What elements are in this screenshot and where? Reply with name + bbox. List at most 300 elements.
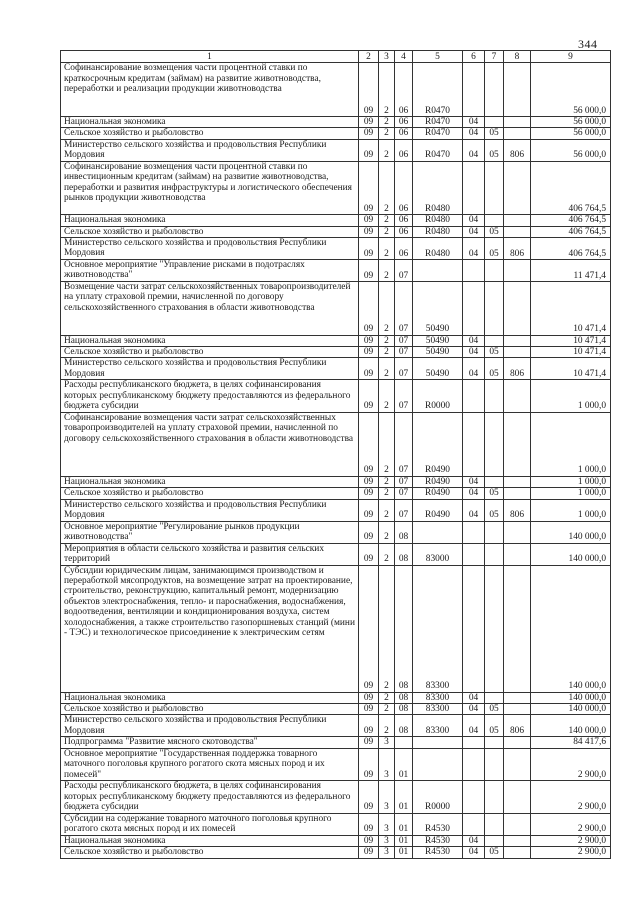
row-amount: 56 000,0	[531, 116, 611, 127]
code-col5: R0470	[413, 116, 463, 127]
code-col2: 09	[359, 476, 379, 487]
code-col6: 04	[463, 692, 485, 703]
code-col2: 09	[359, 543, 379, 565]
code-col4: 07	[395, 346, 413, 357]
row-amount: 10 471,4	[531, 346, 611, 357]
row-amount: 1 000,0	[531, 412, 611, 476]
row-amount: 1 000,0	[531, 488, 611, 499]
code-col5: 50490	[413, 358, 463, 380]
row-amount: 1 000,0	[531, 476, 611, 487]
row-name: Софинансирование возмещения части процентной ставки по инвестиционным кредитам (займам) на развитие животноводства, переработки и развития инфраструктуры и логистического обеспечения рынков продукции животноводства	[61, 161, 359, 215]
row-name: Национальная экономика	[61, 476, 359, 487]
code-col5: 50490	[413, 335, 463, 346]
code-col6	[463, 748, 485, 781]
code-col2: 09	[359, 238, 379, 260]
row-name: Сельское хозяйство и рыболовство	[61, 704, 359, 715]
code-col5: 50490	[413, 346, 463, 357]
code-col6	[463, 161, 485, 215]
code-col3: 2	[379, 282, 395, 336]
code-col2: 09	[359, 737, 379, 748]
code-col3: 2	[379, 715, 395, 737]
code-col2: 09	[359, 260, 379, 282]
row-name: Субсидии юридическим лицам, занимающимся производством и переработкой мясопродуктов, на возмещение затрат на проектирование, строительство, реконструкцию, капитальный ремонт, модернизацию объектов электроснабжения, тепло- и пароснабжения, водоснабжения, водоотведения, вентиляции и кондиционирования воздуха, систем холодоснабжения, а также строительство газопоршневых станций (мини - ТЭС) и технологическое присоединение к электрическим сетям	[61, 565, 359, 692]
row-name: Сельское хозяйство и рыболовство	[61, 488, 359, 499]
code-col5: R0000	[413, 380, 463, 413]
code-col3: 2	[379, 358, 395, 380]
code-col7	[485, 282, 504, 336]
code-col6: 04	[463, 226, 485, 237]
code-col2: 09	[359, 692, 379, 703]
row-name: Расходы республиканского бюджета, в целях софинансирования которых республиканскому бюджету предоставляются из федерального бюджета субсидии	[61, 781, 359, 814]
code-col6: 04	[463, 715, 485, 737]
code-col2: 09	[359, 282, 379, 336]
code-col8: 806	[504, 358, 531, 380]
code-col3: 2	[379, 704, 395, 715]
code-col6	[463, 260, 485, 282]
code-col6: 04	[463, 358, 485, 380]
code-col6: 04	[463, 215, 485, 226]
code-col8	[504, 346, 531, 357]
code-col5: R0480	[413, 238, 463, 260]
table-row	[61, 260, 611, 282]
code-col5: R0480	[413, 215, 463, 226]
table-row	[61, 692, 611, 703]
row-name: Подпрограмма "Развитие мясного скотоводства"	[61, 737, 359, 748]
row-name: Мероприятия в области сельского хозяйства и развития сельских территорий	[61, 543, 359, 565]
code-col4: 06	[395, 139, 413, 161]
row-name: Софинансирование возмещения части процентной ставки по краткосрочным кредитам (займам) на развитие животноводства, переработки и реализации продукции животноводства	[61, 63, 359, 117]
code-col3: 2	[379, 128, 395, 139]
budget-table	[60, 50, 611, 859]
code-col4: 08	[395, 692, 413, 703]
code-col6	[463, 521, 485, 543]
code-col3: 2	[379, 543, 395, 565]
code-col3: 3	[379, 835, 395, 846]
row-name: Сельское хозяйство и рыболовство	[61, 346, 359, 357]
code-col4: 07	[395, 499, 413, 521]
row-name: Субсидии на содержание товарного маточного поголовья крупного рогатого скота мясных пород и их помесей	[61, 813, 359, 835]
row-amount: 406 764,5	[531, 238, 611, 260]
code-col6: 04	[463, 139, 485, 161]
code-col5: 83300	[413, 715, 463, 737]
row-name: Национальная экономика	[61, 335, 359, 346]
row-name: Министерство сельского хозяйства и продовольствия Республики Мордовия	[61, 358, 359, 380]
table-row	[61, 521, 611, 543]
code-col5: R0470	[413, 128, 463, 139]
table-row	[61, 781, 611, 814]
code-col3: 2	[379, 380, 395, 413]
code-col6: 04	[463, 499, 485, 521]
code-col2: 09	[359, 835, 379, 846]
code-col6	[463, 282, 485, 336]
table-row	[61, 499, 611, 521]
code-col4: 08	[395, 704, 413, 715]
code-col7	[485, 412, 504, 476]
code-col5: 83300	[413, 565, 463, 692]
code-col6: 04	[463, 335, 485, 346]
code-col6	[463, 813, 485, 835]
table-row	[61, 358, 611, 380]
code-col3: 3	[379, 847, 395, 858]
table-row	[61, 847, 611, 858]
column-header: 5	[413, 51, 463, 63]
code-col7: 05	[485, 499, 504, 521]
row-amount: 406 764,5	[531, 215, 611, 226]
code-col7	[485, 543, 504, 565]
row-amount: 10 471,4	[531, 282, 611, 336]
row-name: Министерство сельского хозяйства и продовольствия Республики Мордовия	[61, 238, 359, 260]
row-amount: 140 000,0	[531, 704, 611, 715]
row-amount: 140 000,0	[531, 715, 611, 737]
code-col3: 2	[379, 335, 395, 346]
code-col8	[504, 543, 531, 565]
code-col8	[504, 565, 531, 692]
code-col6	[463, 781, 485, 814]
table-row	[61, 335, 611, 346]
code-col5: R0490	[413, 499, 463, 521]
code-col6: 04	[463, 346, 485, 357]
code-col8	[504, 282, 531, 336]
code-col4: 06	[395, 63, 413, 117]
code-col2: 09	[359, 521, 379, 543]
table-row	[61, 161, 611, 215]
code-col8	[504, 226, 531, 237]
code-col4	[395, 737, 413, 748]
code-col4: 07	[395, 476, 413, 487]
row-amount: 2 900,0	[531, 847, 611, 858]
row-amount: 140 000,0	[531, 543, 611, 565]
table-row	[61, 282, 611, 336]
code-col7	[485, 565, 504, 692]
row-name: Министерство сельского хозяйства и продовольствия Республики Мордовия	[61, 499, 359, 521]
code-col4: 06	[395, 215, 413, 226]
code-col2: 09	[359, 715, 379, 737]
code-col6	[463, 543, 485, 565]
code-col2: 09	[359, 781, 379, 814]
code-col7	[485, 335, 504, 346]
code-col4: 07	[395, 260, 413, 282]
code-col6: 04	[463, 128, 485, 139]
code-col5	[413, 521, 463, 543]
code-col3: 2	[379, 215, 395, 226]
code-col6: 04	[463, 847, 485, 858]
code-col7	[485, 813, 504, 835]
code-col8	[504, 63, 531, 117]
code-col8: 806	[504, 139, 531, 161]
row-name: Основное мероприятие "Регулирование рынков продукции животноводства"	[61, 521, 359, 543]
table-row	[61, 128, 611, 139]
row-name: Национальная экономика	[61, 835, 359, 846]
code-col3: 2	[379, 346, 395, 357]
row-amount: 56 000,0	[531, 139, 611, 161]
code-col7	[485, 476, 504, 487]
code-col4: 01	[395, 748, 413, 781]
code-col6: 04	[463, 238, 485, 260]
code-col8	[504, 380, 531, 413]
code-col4: 07	[395, 358, 413, 380]
table-row	[61, 835, 611, 846]
code-col7: 05	[485, 139, 504, 161]
row-amount: 406 764,5	[531, 161, 611, 215]
code-col3: 2	[379, 412, 395, 476]
row-amount: 1 000,0	[531, 380, 611, 413]
row-name: Национальная экономика	[61, 116, 359, 127]
code-col3: 3	[379, 781, 395, 814]
code-col8	[504, 748, 531, 781]
code-col8: 806	[504, 715, 531, 737]
code-col4: 07	[395, 380, 413, 413]
code-col2: 09	[359, 358, 379, 380]
code-col2: 09	[359, 116, 379, 127]
code-col3: 2	[379, 63, 395, 117]
code-col4: 07	[395, 488, 413, 499]
code-col5	[413, 748, 463, 781]
code-col2: 09	[359, 139, 379, 161]
row-name: Софинансирование возмещения части затрат сельскохозяйственных товаропроизводителей на уплату страховой премии, начисленной по договору сельскохозяйственного страхования в области животноводства	[61, 412, 359, 476]
code-col4: 07	[395, 282, 413, 336]
code-col5: 83300	[413, 692, 463, 703]
code-col2: 09	[359, 499, 379, 521]
code-col4: 06	[395, 238, 413, 260]
code-col8	[504, 847, 531, 858]
row-name: Основное мероприятие "Управление рисками в подотраслях животноводства"	[61, 260, 359, 282]
code-col2: 09	[359, 161, 379, 215]
code-col7	[485, 380, 504, 413]
code-col8	[504, 412, 531, 476]
code-col2: 09	[359, 488, 379, 499]
code-col8	[504, 260, 531, 282]
table-row	[61, 412, 611, 476]
code-col3: 3	[379, 748, 395, 781]
row-amount: 84 417,6	[531, 737, 611, 748]
code-col6	[463, 63, 485, 117]
table-row	[61, 215, 611, 226]
code-col6	[463, 380, 485, 413]
code-col3: 2	[379, 161, 395, 215]
row-amount: 2 900,0	[531, 835, 611, 846]
code-col7	[485, 63, 504, 117]
code-col8	[504, 835, 531, 846]
code-col7	[485, 692, 504, 703]
code-col3: 2	[379, 139, 395, 161]
row-amount: 140 000,0	[531, 565, 611, 692]
code-col7	[485, 161, 504, 215]
row-amount: 406 764,5	[531, 226, 611, 237]
code-col7: 05	[485, 128, 504, 139]
code-col7: 05	[485, 346, 504, 357]
table-row	[61, 565, 611, 692]
column-header: 2	[359, 51, 379, 63]
code-col7: 05	[485, 704, 504, 715]
code-col3: 2	[379, 476, 395, 487]
code-col5: R0490	[413, 412, 463, 476]
table-row	[61, 116, 611, 127]
table-row	[61, 139, 611, 161]
code-col6	[463, 412, 485, 476]
code-col3: 2	[379, 521, 395, 543]
code-col7	[485, 835, 504, 846]
row-amount: 56 000,0	[531, 63, 611, 117]
code-col8	[504, 335, 531, 346]
row-name: Основное мероприятие "Государственная поддержка товарного маточного поголовья крупного рогатого скота мясных пород и их помесей"	[61, 748, 359, 781]
code-col4: 06	[395, 128, 413, 139]
code-col7: 05	[485, 226, 504, 237]
code-col3: 2	[379, 565, 395, 692]
code-col2: 09	[359, 215, 379, 226]
code-col5: R4530	[413, 847, 463, 858]
code-col8	[504, 737, 531, 748]
table-row	[61, 346, 611, 357]
row-amount: 2 900,0	[531, 813, 611, 835]
code-col2: 09	[359, 748, 379, 781]
code-col4: 08	[395, 715, 413, 737]
code-col3: 2	[379, 260, 395, 282]
code-col7	[485, 737, 504, 748]
code-col4: 01	[395, 847, 413, 858]
code-col6	[463, 737, 485, 748]
code-col2: 09	[359, 565, 379, 692]
code-col8	[504, 488, 531, 499]
code-col2: 09	[359, 226, 379, 237]
row-amount: 11 471,4	[531, 260, 611, 282]
code-col4: 01	[395, 781, 413, 814]
row-amount: 10 471,4	[531, 335, 611, 346]
table-row	[61, 715, 611, 737]
code-col5	[413, 260, 463, 282]
code-col8	[504, 116, 531, 127]
code-col4: 06	[395, 226, 413, 237]
row-name: Министерство сельского хозяйства и продовольствия Республики Мордовия	[61, 715, 359, 737]
page-number: 344	[578, 37, 598, 51]
row-amount: 140 000,0	[531, 521, 611, 543]
code-col2: 09	[359, 335, 379, 346]
table-row	[61, 476, 611, 487]
code-col6: 04	[463, 835, 485, 846]
code-col7	[485, 215, 504, 226]
row-name: Расходы республиканского бюджета, в целях софинансирования которых республиканскому бюджету предоставляются из федерального бюджета субсидии	[61, 380, 359, 413]
code-col7: 05	[485, 715, 504, 737]
code-col5: R0000	[413, 781, 463, 814]
row-name: Национальная экономика	[61, 692, 359, 703]
code-col7	[485, 748, 504, 781]
code-col6	[463, 565, 485, 692]
row-amount: 56 000,0	[531, 128, 611, 139]
row-amount: 140 000,0	[531, 692, 611, 703]
code-col8: 806	[504, 238, 531, 260]
row-name: Возмещение части затрат сельскохозяйственных товаропроизводителей на уплату страховой премии, начисленной по договору сельскохозяйственного страхования в области животноводства	[61, 282, 359, 336]
row-name: Министерство сельского хозяйства и продовольствия Республики Мордовия	[61, 139, 359, 161]
table-row	[61, 813, 611, 835]
code-col6: 04	[463, 476, 485, 487]
code-col3: 2	[379, 116, 395, 127]
row-name: Национальная экономика	[61, 215, 359, 226]
code-col4: 07	[395, 412, 413, 476]
column-header: 1	[61, 51, 359, 63]
code-col7: 05	[485, 358, 504, 380]
code-col8: 806	[504, 499, 531, 521]
table-row	[61, 226, 611, 237]
row-amount: 1 000,0	[531, 499, 611, 521]
code-col2: 09	[359, 847, 379, 858]
table-row	[61, 704, 611, 715]
code-col8	[504, 692, 531, 703]
code-col5: R0490	[413, 488, 463, 499]
row-name: Сельское хозяйство и рыболовство	[61, 226, 359, 237]
code-col4: 06	[395, 161, 413, 215]
code-col4: 06	[395, 116, 413, 127]
code-col4: 01	[395, 813, 413, 835]
code-col5	[413, 737, 463, 748]
table-row	[61, 737, 611, 748]
code-col2: 09	[359, 704, 379, 715]
code-col5: R0490	[413, 476, 463, 487]
code-col8	[504, 704, 531, 715]
code-col4: 07	[395, 335, 413, 346]
code-col5: R4530	[413, 813, 463, 835]
code-col5: 83000	[413, 543, 463, 565]
table-row	[61, 748, 611, 781]
code-col8	[504, 128, 531, 139]
code-col8	[504, 161, 531, 215]
code-col3: 2	[379, 238, 395, 260]
code-col7: 05	[485, 238, 504, 260]
code-col5: 50490	[413, 282, 463, 336]
code-col7	[485, 260, 504, 282]
table-row	[61, 488, 611, 499]
code-col3: 2	[379, 226, 395, 237]
code-col2: 09	[359, 346, 379, 357]
code-col4: 08	[395, 565, 413, 692]
code-col6: 04	[463, 704, 485, 715]
code-col8	[504, 813, 531, 835]
table-row	[61, 543, 611, 565]
column-header: 7	[485, 51, 504, 63]
code-col2: 09	[359, 813, 379, 835]
code-col6: 04	[463, 116, 485, 127]
row-name: Сельское хозяйство и рыболовство	[61, 847, 359, 858]
code-col8	[504, 476, 531, 487]
code-col4: 08	[395, 521, 413, 543]
code-col7: 05	[485, 847, 504, 858]
code-col3: 3	[379, 737, 395, 748]
code-col6: 04	[463, 488, 485, 499]
column-header-row	[61, 51, 611, 63]
code-col3: 2	[379, 488, 395, 499]
row-amount: 10 471,4	[531, 358, 611, 380]
code-col5: R0470	[413, 63, 463, 117]
code-col7: 05	[485, 488, 504, 499]
code-col4: 08	[395, 543, 413, 565]
column-header: 6	[463, 51, 485, 63]
code-col7	[485, 781, 504, 814]
code-col3: 2	[379, 499, 395, 521]
column-header: 4	[395, 51, 413, 63]
column-header: 8	[504, 51, 531, 63]
row-amount: 2 900,0	[531, 748, 611, 781]
code-col2: 09	[359, 128, 379, 139]
code-col5: 83300	[413, 704, 463, 715]
code-col8	[504, 215, 531, 226]
table-row	[61, 63, 611, 117]
code-col2: 09	[359, 412, 379, 476]
code-col2: 09	[359, 63, 379, 117]
code-col2: 09	[359, 380, 379, 413]
code-col8	[504, 781, 531, 814]
column-header: 9	[531, 51, 611, 63]
code-col5: R4530	[413, 835, 463, 846]
row-amount: 2 900,0	[531, 781, 611, 814]
code-col5: R0480	[413, 226, 463, 237]
